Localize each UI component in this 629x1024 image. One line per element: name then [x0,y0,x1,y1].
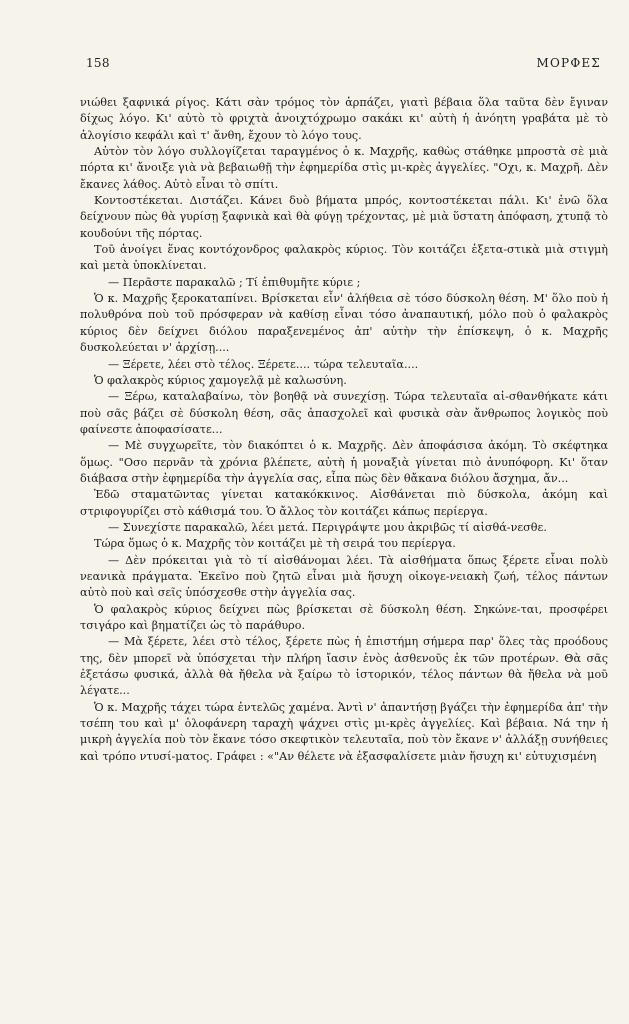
paragraph: Τώρα ὅμως ὁ κ. Μαχρῆς τὸν κοιτάζει μὲ τὴ σειρά του περίεργα. [94,537,456,551]
dialogue-line: — Μὰ ξέρετε, λέει στὸ τέλος, ξέρετε πὼς ἡ ἐπιστήμη σήμερα παρ' ὅλες τὰς προόδους της, δὲν μπορεῖ νὰ ὑπόσχεται τὴν πλήρη ἴασιν ἑνὸς ἀσθενοῦς ἐκ τῶν προτέρων. Θὰ σᾶς ἐξετάσω φυσικά, ἀλλὰ θὰ ἤθελα νὰ ξαίρω τὸ ἱστορικόν, τέλος πάντων θὰ ἤθελα νὰ μοῦ λέγατε... [80,635,608,698]
dialogue-line: — Ξέρετε, λέει στὸ τέλος. Ξέρετε.... τώρα τελευταῖα.... [108,357,419,371]
paragraph: Κοντοστέκεται. Διστάζει. Κάνει δυὸ βήματα μπρός, κοντοστέκεται πάλι. Κι' ἐνῶ ὅλα δείχνουν πὼς θὰ γυρίσῃ ξαφνικὰ καὶ θὰ φύγῃ τρέχοντας, μὲ μιὰ ὕστατη ἀπόφαση, χτυπᾷ τὸ κουδούνι τῆς πόρτας. [80,194,608,240]
paragraph: Τοῦ ἀνοίγει ἕνας κοντόχονδρος φαλακρὸς κύριος. Τὸν κοιτάζει ἐξετα-στικὰ μιὰ στιγμὴ καὶ μετὰ ὑποκλίνεται. [80,243,608,273]
paragraph: Ὁ φαλακρὸς κύριος δείχνει πὼς βρίσκεται σὲ δύσκολη θέση. Σηκώνε-ται, προσφέρει τσιγάρο καὶ βηματίζει ὡς τὸ παράθυρο. [80,602,608,632]
dialogue-line: — Ξέρω, καταλαβαίνω, τὸν βοηθᾷ νὰ συνεχίσῃ. Τώρα τελευταῖα αἰ-σθανθήκατε κάτι ποὺ σᾶς βάζει σὲ δύσκολη θέση, σᾶς ἀπασχολεῖ καὶ φυσικὰ σὰν ἄνθρωπος λογικὸς ποὺ φαίνεστε ἀποφασίσατε... [80,390,608,436]
running-title: ΜΟΡΦΕΣ [536,56,601,70]
paragraph: Ἐδῶ σταματῶντας γίνεται κατακόκκινος. Αἰσθάνεται πιὸ δύσκολα, ἀκόμη καὶ στριφογυρίζει στὸ κάθισμά του. Ὁ ἄλλος τὸν κοιτάζει κάπως περίεργα. [80,488,608,518]
dialogue-line: — Μὲ συγχωρεῖτε, τὸν διακόπτει ὁ κ. Μαχρῆς. Δὲν ἀποφάσισα ἀκόμη. Τὸ σκέφτηκα ὅμως. "Οσο περνᾶν τὰ χρόνια βλέπετε, αὐτὴ ἡ μοναξιὰ γίνεται πιὸ ἀνυπόφορη. Κι' ὅταν διάβασα στὴν ἐφημερίδα τὴν ἀγγελία σας, εἶπα πὼς δὲν θἄκανα διόλου ἄσχημα, ἄν... [80,439,608,485]
page-number: 158 [86,56,110,70]
dialogue-line: — Δὲν πρόκειται γιὰ τὸ τί αἰσθάνομαι λέει. Τὰ αἰσθήματα ὅπως ξέρετε εἶναι πολὺ νεανικὰ πράγματα. Ἐκεῖνο ποὺ ζητῶ εἶναι μιὰ ἥσυχη οἰκογε-νειακὴ ζωή, τέλος πάντων αὐτὸ ποὺ καὶ σεῖς ὑπόσχεσθε στὴν ἀγγελία σας. [80,553,608,600]
paragraph: Αὐτὸν τὸν λόγο συλλογίζεται ταραγμένος ὁ κ. Μαχρῆς, καθὼς στάθηκε μπροστὰ σὲ μιὰ πόρτα κι' ἄνοιξε γιὰ νὰ βεβαιωθῇ τὴν ἐφημερίδα στὶς μι-κρὲς ἀγγελίες. "Οχι, κ. Μαχρῆ. Δὲν ἔκανες λάθος. Αὐτὸ εἶναι τὸ σπίτι. [80,145,608,191]
dialogue-line: — Συνεχίστε παρακαλῶ, λέει μετά. Περιγράψτε μου ἀκριβῶς τί αἰσθά-νεσθε. [108,520,547,534]
paragraph: Ὁ κ. Μαχρῆς ξεροκαταπίνει. Βρίσκεται εἶν' ἀλήθεια σὲ τόσο δύσκολη θέση. Μ' ὅλο ποὺ ἡ πολυθρόνα ποὺ τοῦ πρόσφεραν νὰ καθίσῃ εἶναι τόσο ἀναπαυτική, μόλο ποὺ ὁ φαλακρὸς κύριος δὲν δείχνει διόλου παραξενεμένος ἀπ' αὐτὴν τὴν ἐπίσκεψη, ὁ κ. Μαχρῆς δυσκολεύεται ν' ἀρχίσῃ.... [80,292,608,355]
page-header [86,56,601,76]
dialogue-line: — Περᾶστε παρακαλῶ ; Τί ἐπιθυμῆτε κύριε ; [108,275,361,289]
body-text [80,95,608,765]
paragraph: Ὁ κ. Μαχρῆς τάχει τώρα ἐντελῶς χαμένα. Ἀντὶ ν' ἀπαντήσῃ βγάζει τὴν ἐφημερίδα ἀπ' τὴν τσέπη του καὶ μ' ὁλοφάνερη ταραχὴ ψάχνει στὶς μι-κρὲς ἀγγελίες. Καὶ βέβαια. Νά την ἡ μικρὴ ἀγγελία ποὺ τὸν ἔκανε τόσο σκεφτικὸν τελευταῖα, ποὺ τὸν ἔκανε ν' ἀλλάξῃ συνήθειες καὶ τρόπο ντυσί-ματος. Γράφει : «"Αν θέλετε νὰ ἐξασφαλίσετε μιὰν ἥσυχη κι' εὐτυχισμένη [80,700,608,763]
paragraph: νιώθει ξαφνικά ρίγος. Κάτι σὰν τρόμος τὸν ἁρπάζει, γιατὶ βέβαια ὅλα ταῦτα δὲν ἔγιναν δίχως λόγο. Κι' αὐτὸ τὸ φριχτὰ ἀνοιχτόχρωμο σακάκι κι' αὐτὴ ἡ ἀνόητη γραβάτα μὲ τὸ ἀλογίσιο κεφάλι καὶ τ' ἄνθη, ἔχουν τὸ λόγο τους. [80,96,608,142]
paragraph: Ὁ φαλακρὸς κύριος χαμογελᾷ μὲ καλωσύνη. [94,373,347,387]
